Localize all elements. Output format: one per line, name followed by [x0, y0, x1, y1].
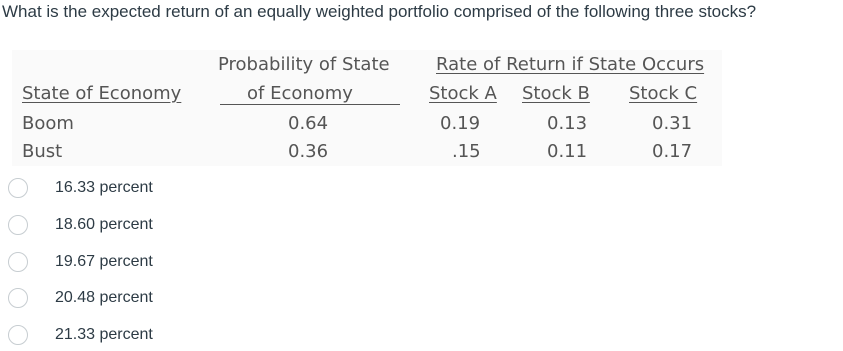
answer-option-label[interactable]: 20.48 percent: [55, 289, 153, 306]
radio-button[interactable]: [8, 325, 28, 345]
header-probability-line2: of Economy: [247, 83, 353, 104]
row-state-boom: Boom: [22, 113, 74, 134]
radio-button[interactable]: [8, 215, 28, 235]
answer-option[interactable]: [8, 213, 208, 239]
answer-option-label[interactable]: 21.33 percent: [55, 326, 153, 343]
returns-table: [12, 50, 722, 166]
row-state-bust: Bust: [22, 141, 63, 162]
header-probability-line1: Probability of State: [218, 54, 390, 75]
row-stock-c-bust: 0.17: [652, 141, 693, 162]
answer-option[interactable]: [8, 176, 208, 202]
row-stock-a-boom: 0.19: [440, 113, 481, 134]
answer-option[interactable]: [8, 323, 208, 349]
question-text: What is the expected return of an equally weighted portfolio comprised of the following three stocks?: [2, 2, 757, 21]
answer-option-label[interactable]: 19.67 percent: [55, 253, 153, 270]
answer-option[interactable]: [8, 286, 208, 312]
row-stock-a-bust: .15: [452, 141, 481, 162]
probability-header-underline: [220, 104, 400, 105]
header-state-of-economy: State of Economy: [22, 83, 182, 104]
header-rate-of-return: Rate of Return if State Occurs: [436, 54, 705, 75]
row-probability-boom: 0.64: [288, 113, 329, 134]
answer-option-label[interactable]: 16.33 percent: [55, 179, 153, 196]
header-stock-b: Stock B: [522, 83, 590, 104]
header-stock-c: Stock C: [629, 83, 698, 104]
row-stock-b-bust: 0.11: [547, 141, 588, 162]
row-probability-bust: 0.36: [288, 141, 329, 162]
answer-option[interactable]: [8, 250, 208, 276]
row-stock-b-boom: 0.13: [547, 113, 588, 134]
row-stock-c-boom: 0.31: [652, 113, 693, 134]
radio-button[interactable]: [8, 252, 28, 272]
header-stock-a: Stock A: [429, 83, 497, 104]
radio-button[interactable]: [8, 288, 28, 308]
radio-button[interactable]: [8, 178, 28, 198]
answer-option-label[interactable]: 18.60 percent: [55, 216, 153, 233]
